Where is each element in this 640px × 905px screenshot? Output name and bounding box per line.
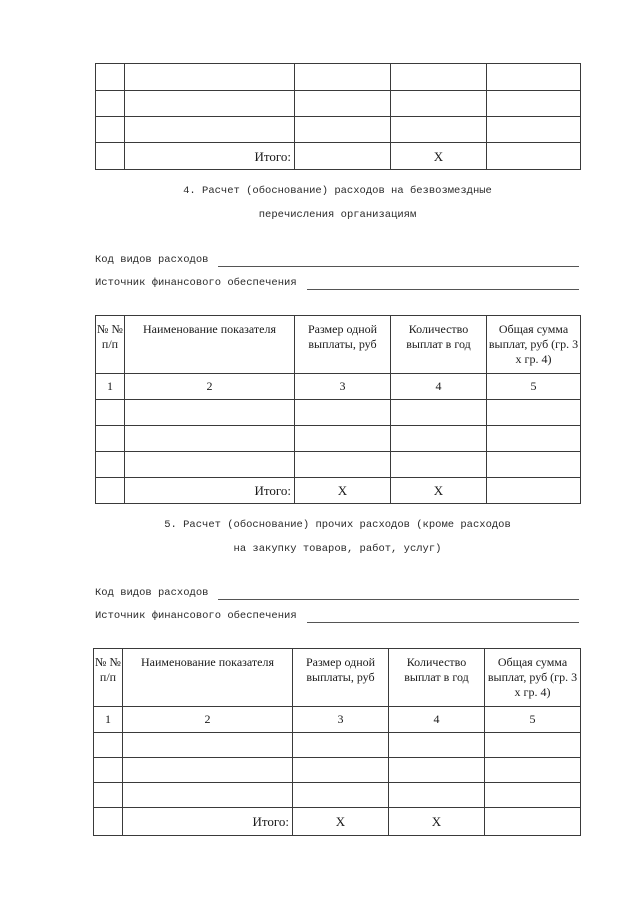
- col-number: 1: [94, 707, 123, 733]
- section4-code-line[interactable]: [218, 266, 579, 267]
- header-cell-total: Общая сумма выплат, руб (гр. 3 х гр. 4): [487, 316, 581, 374]
- header-cell-size: Размер одной выплаты, руб: [293, 649, 389, 707]
- section4-source-label: Источник финансового обеспечения: [95, 277, 297, 289]
- col-number: 2: [123, 707, 293, 733]
- total-row: [96, 143, 581, 170]
- table-row: [94, 733, 581, 758]
- total-cell: X: [293, 808, 389, 836]
- section4-code-field: [95, 254, 580, 268]
- section5-code-field: [95, 587, 580, 601]
- section5-code-line[interactable]: [218, 599, 579, 600]
- total-label: Итого:: [125, 143, 295, 170]
- col-number: 4: [391, 374, 487, 400]
- col-number: 1: [96, 374, 125, 400]
- section5-table: [93, 648, 581, 836]
- header-cell-name: Наименование показателя: [125, 316, 295, 374]
- col-number: 5: [485, 707, 581, 733]
- table-row: [96, 426, 581, 452]
- col-number: 2: [125, 374, 295, 400]
- header-cell-size: Размер одной выплаты, руб: [295, 316, 391, 374]
- header-cell-num: № № п/п: [94, 649, 123, 707]
- section5-source-line[interactable]: [307, 622, 579, 623]
- table-row: [96, 452, 581, 478]
- header-row: [96, 316, 581, 374]
- total-row: [96, 478, 581, 504]
- table-row: [96, 91, 581, 117]
- header-cell-count: Количество выплат в год: [391, 316, 487, 374]
- total-label: Итого:: [125, 478, 295, 504]
- total-cell: X: [389, 808, 485, 836]
- total-cell: X: [295, 478, 391, 504]
- number-row: [94, 707, 581, 733]
- header-cell-count: Количество выплат в год: [389, 649, 485, 707]
- top-table: [95, 63, 581, 170]
- table-row: [94, 783, 581, 808]
- section4-source-line[interactable]: [307, 289, 579, 290]
- section4-title-line1: 4. Расчет (обоснование) расходов на безвозмездные: [183, 185, 492, 197]
- total-cell: [485, 808, 581, 836]
- col-number: 3: [293, 707, 389, 733]
- table-row: [94, 758, 581, 783]
- section5-title-line2: на закупку товаров, работ, услуг): [233, 543, 442, 555]
- header-cell-name: Наименование показателя: [123, 649, 293, 707]
- section5-title-line1: 5. Расчет (обоснование) прочих расходов (кроме расходов: [164, 519, 511, 531]
- section5-source-field: [95, 610, 580, 624]
- col-number: 3: [295, 374, 391, 400]
- section4-title-line2: перечисления организациям: [258, 209, 417, 221]
- table-row: [96, 117, 581, 143]
- col-number: 5: [487, 374, 581, 400]
- header-cell-total: Общая сумма выплат, руб (гр. 3 х гр. 4): [485, 649, 581, 707]
- header-row: [94, 649, 581, 707]
- table-row: [96, 64, 581, 91]
- section5-code-label: Код видов расходов: [95, 587, 209, 599]
- section5-source-label: Источник финансового обеспечения: [95, 610, 297, 622]
- total-cell: [487, 143, 581, 170]
- total-label: Итого:: [123, 808, 293, 836]
- col-number: 4: [389, 707, 485, 733]
- total-cell: X: [391, 143, 487, 170]
- total-cell: [487, 478, 581, 504]
- total-cell: [295, 143, 391, 170]
- section4-code-label: Код видов расходов: [95, 254, 209, 266]
- section4-table: [95, 315, 581, 504]
- number-row: [96, 374, 581, 400]
- total-row: [94, 808, 581, 836]
- section4-source-field: [95, 277, 580, 291]
- table-row: [96, 400, 581, 426]
- total-cell: X: [391, 478, 487, 504]
- header-cell-num: № № п/п: [96, 316, 125, 374]
